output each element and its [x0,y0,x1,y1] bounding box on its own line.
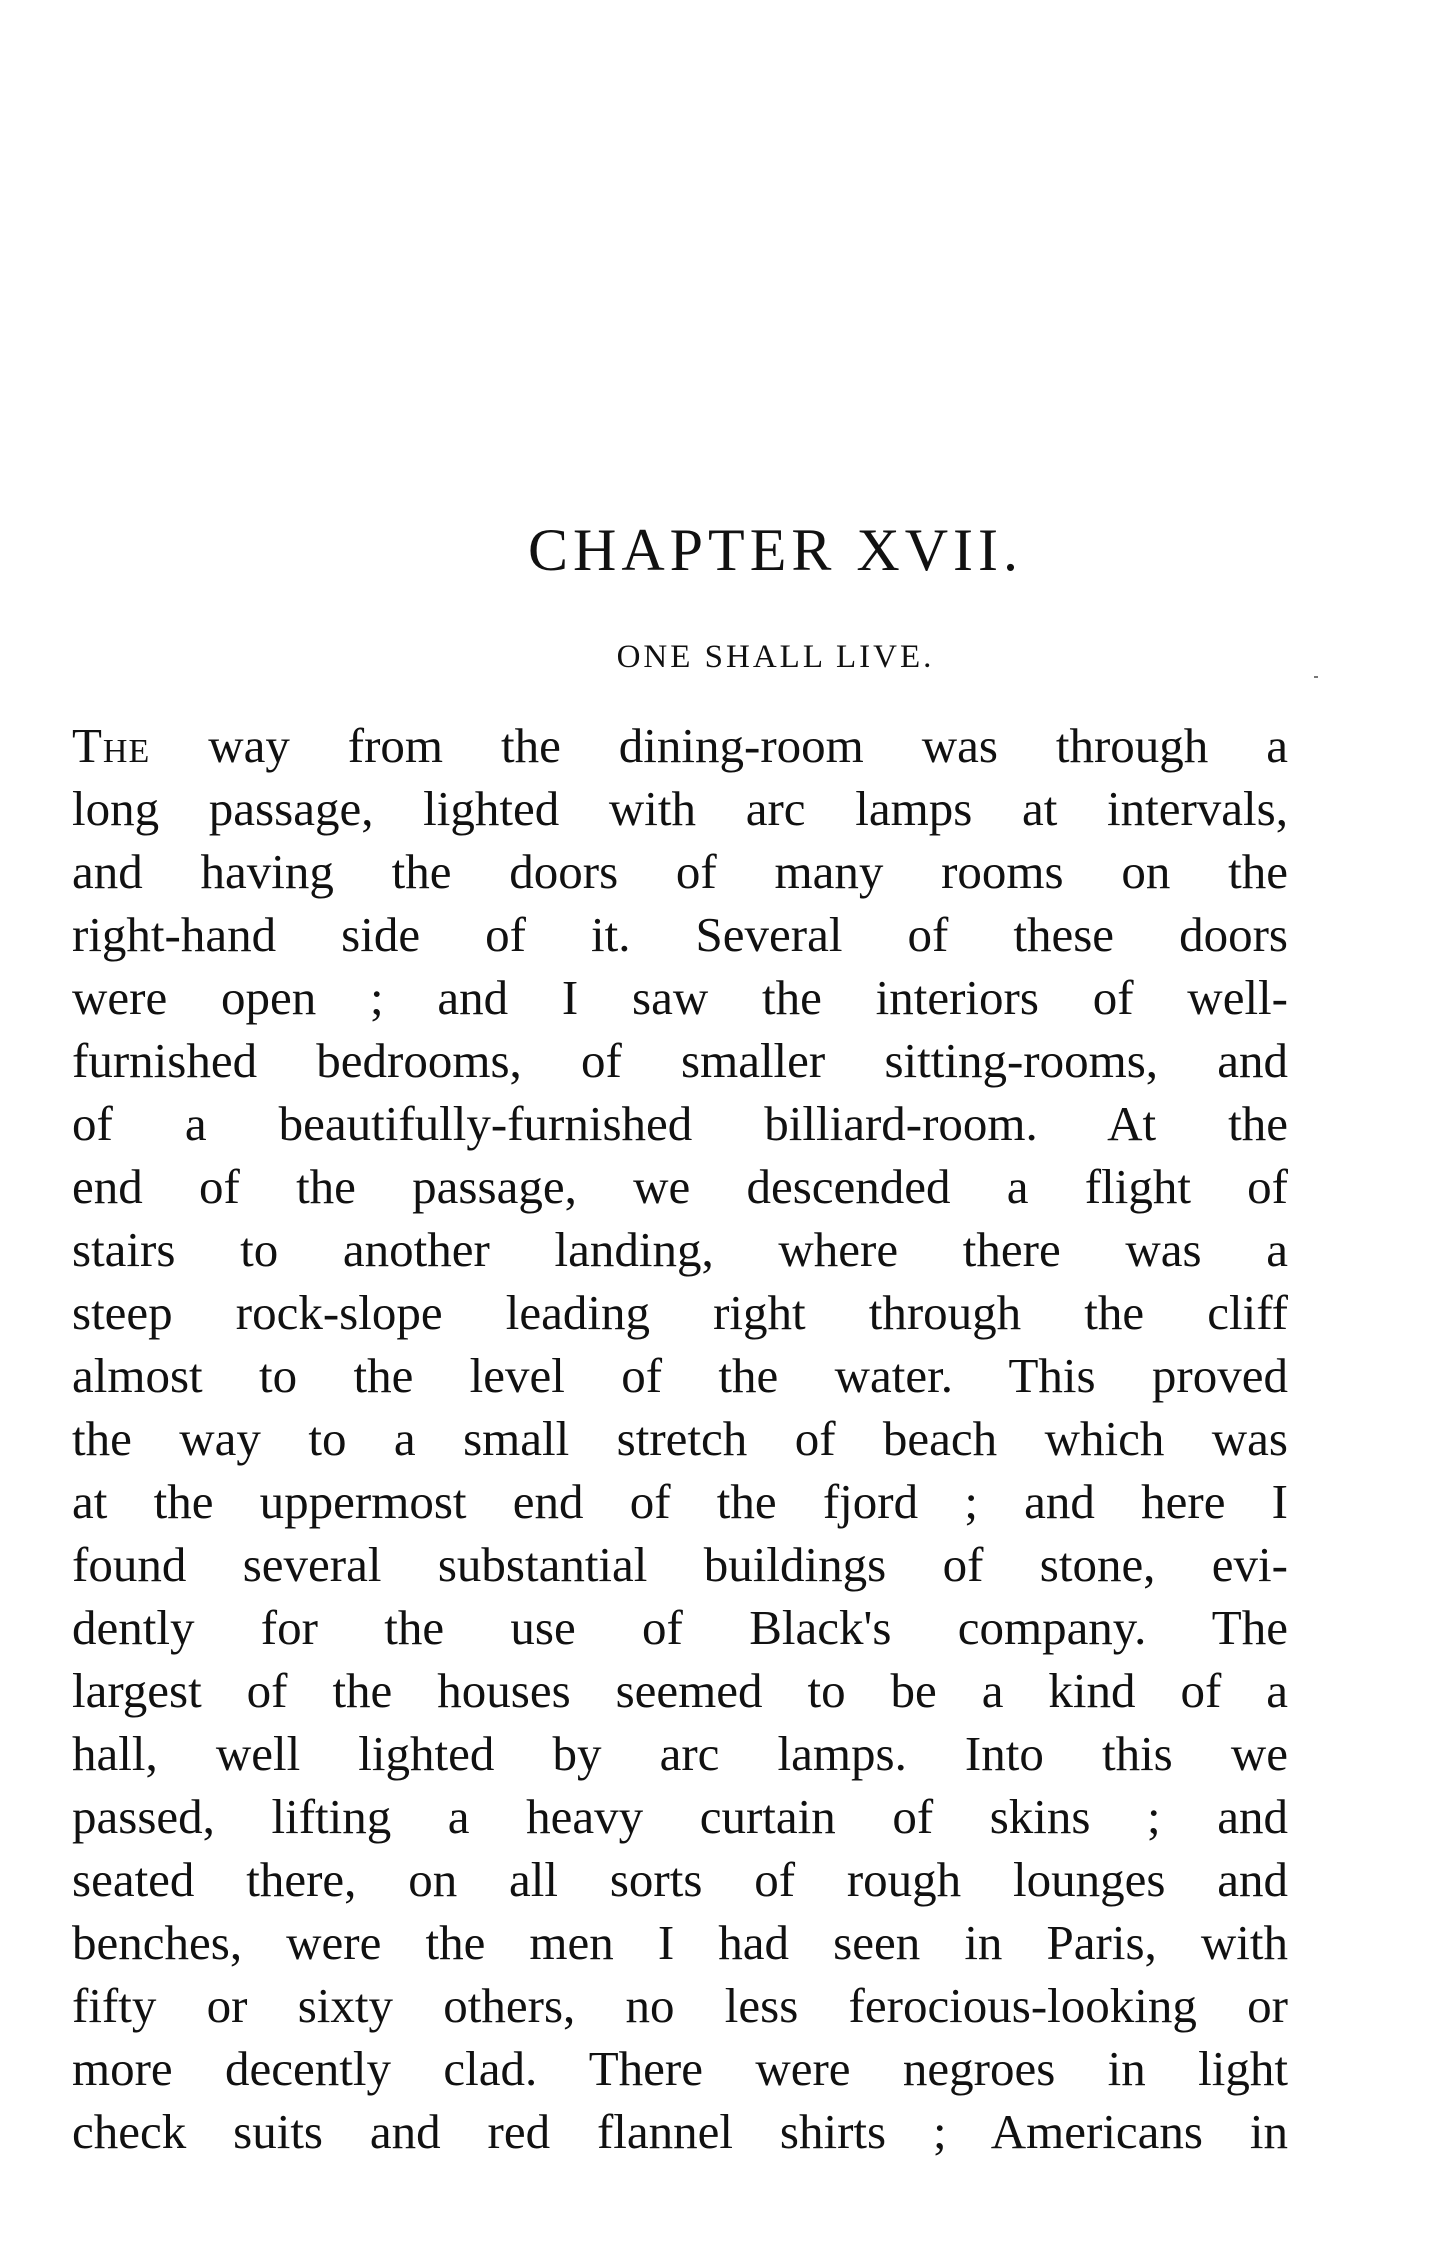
text-line: check suits and red flannel shirts ; Americans in [72,2104,1288,2159]
body-paragraph [72,714,1288,2163]
text-line: stairs to another landing, where there was a [72,1222,1288,1277]
text-line: furnished bedrooms, of smaller sitting-rooms, and [72,1033,1288,1088]
text-line: dently for the use of Black's company. The [72,1600,1288,1655]
text-line: were open ; and I saw the interiors of well- [72,970,1288,1025]
text-line: fifty or sixty others, no less ferocious-looking or [72,1978,1288,2033]
text-line: end of the passage, we descended a flight of [72,1159,1288,1214]
text-line: found several substantial buildings of stone, evi- [72,1537,1288,1592]
lead-word: The [72,718,151,773]
chapter-title: CHAPTER XVII. [528,517,1023,583]
text-line: largest of the houses seemed to be a kind of a [72,1663,1288,1718]
text-line: hall, well lighted by arc lamps. Into this we [72,1726,1288,1781]
first-line-rest: way from the dining-room was through a [150,718,1288,773]
text-line: almost to the level of the water. This proved [72,1348,1288,1403]
chapter-subtitle: ONE SHALL LIVE. [616,639,935,675]
text-line-1 [72,714,1288,777]
print-speck [1314,676,1318,678]
text-line: at the uppermost end of the fjord ; and here I [72,1474,1288,1529]
text-line: long passage, lighted with arc lamps at intervals, [72,781,1288,836]
text-line: benches, were the men I had seen in Paris, with [72,1915,1288,1970]
text-line: of a beautifully-furnished billiard-room. At the [72,1096,1288,1151]
text-line: and having the doors of many rooms on the [72,844,1288,899]
text-line: passed, lifting a heavy curtain of skins ; and [72,1789,1288,1844]
text-line: more decently clad. There were negroes in light [72,2041,1288,2096]
text-line: seated there, on all sorts of rough lounges and [72,1852,1288,1907]
text-line: the way to a small stretch of beach which was [72,1411,1288,1466]
text-line: steep rock-slope leading right through the cliff [72,1285,1288,1340]
text-line: right-hand side of it. Several of these doors [72,907,1288,962]
